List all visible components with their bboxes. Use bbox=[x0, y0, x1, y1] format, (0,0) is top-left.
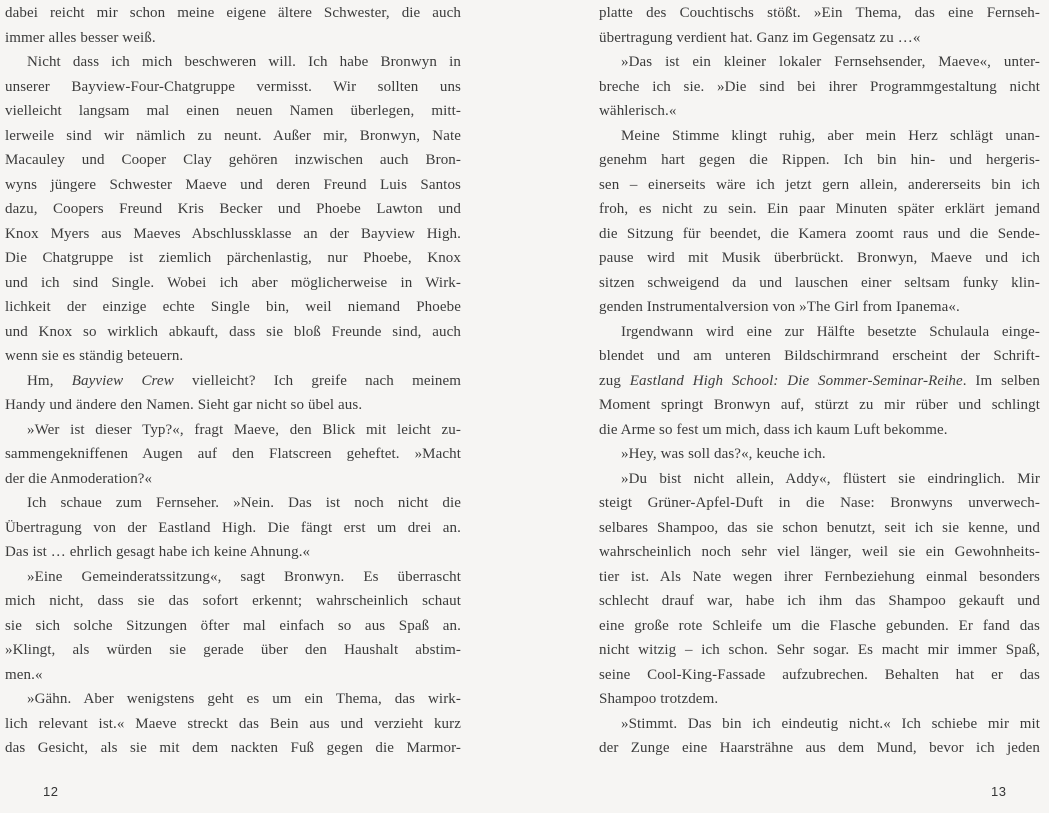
text-line: froh, es nicht zu sein. Ein paar Minuten später erklärt jemand bbox=[599, 201, 1040, 217]
text-line: und ich sind Single. Wobei ich aber möglicherweise in Wirk- bbox=[5, 274, 461, 291]
text-line: platte des Couchtischs stößt. »Ein Thema, das eine Fernseh- bbox=[599, 5, 1040, 21]
text-line: übertragung verdient hat. Ganz im Gegensatz zu …« bbox=[599, 29, 921, 46]
text-line: Ich schaue zum Fernseher. »Nein. Das ist noch nicht die bbox=[27, 495, 461, 511]
text-line: breche ich sie. »Die sind bei ihrer Programmgestaltung nicht bbox=[599, 78, 1040, 95]
text-line: steigt Grüner-Apfel-Duft in die Nase: Bronwyns unverwech- bbox=[599, 495, 1040, 511]
text-line: sie sich solche Sitzungen öfter mal einfach so aus Spaß an. bbox=[5, 617, 461, 634]
text-line: »Gähn. Aber wenigstens geht es um ein Thema, das wirk- bbox=[27, 691, 461, 707]
text-line: »Wer ist dieser Typ?«, fragt Maeve, den Blick mit leicht zu- bbox=[27, 421, 461, 438]
text-line: Moment springt Bronwyn auf, stürzt zu mir rüber und schlingt bbox=[599, 397, 1040, 413]
text-line: »Klingt, als würden sie gerade über den Haushalt abstim- bbox=[5, 642, 461, 658]
text-line: die Sitzung für beendet, die Kamera zoomt raus und die Sende- bbox=[599, 225, 1040, 242]
text-line: vielleicht langsam mal einen neuen Namen überlegen, mitt- bbox=[5, 103, 461, 119]
text-line: »Das ist ein kleiner lokaler Fernsehsender, Maeve«, unter- bbox=[621, 54, 1040, 70]
text-line: Handy und ändere den Namen. Sieht gar nicht so übel aus. bbox=[5, 397, 363, 413]
text-line: Das ist … ehrlich gesagt habe ich keine Ahnung.« bbox=[5, 544, 311, 560]
text-column bbox=[5, 1, 461, 761]
text-line: der die Anmoderation?« bbox=[5, 470, 153, 487]
text-line: wenn sie es ständig beteuern. bbox=[5, 348, 184, 364]
text-line: wyns jüngere Schwester Maeve und deren Freund Luis Santos bbox=[5, 176, 461, 193]
text-line: Irgendwann wird eine zur Hälfte besetzte Schulaula einge- bbox=[621, 323, 1040, 340]
text-line: lerweile sind wir nämlich zu neunt. Außer mir, Bronwyn, Nate bbox=[5, 127, 461, 144]
text-line: zug Eastland High School: Die Sommer-Seminar-Reihe. Im selben bbox=[599, 372, 1040, 389]
page-number: 13 bbox=[991, 784, 1007, 799]
text-line: Knox Myers aus Maeves Abschlussklasse an der Bayview High. bbox=[5, 225, 461, 242]
text-line: lichkeit der einzige echte Single bin, weil niemand Phoebe bbox=[5, 299, 461, 315]
text-line: Shampoo trotzdem. bbox=[599, 691, 719, 707]
text-line: genehm hart gegen die Rippen. Ich bin hin- und hergeris- bbox=[599, 152, 1040, 168]
italic-text: Eastland High School: Die Sommer-Seminar-Reihe bbox=[629, 372, 963, 389]
text-line: blendet und am unteren Bildschirmrand erscheint der Schrift- bbox=[599, 348, 1040, 364]
text-line: »Stimmt. Das bin ich eindeutig nicht.« Ich schiebe mir mit bbox=[621, 715, 1040, 732]
text-line: das Gesicht, als sie mit dem nackten Fuß gegen die Marmor- bbox=[5, 740, 461, 756]
text-line: Meine Stimme klingt ruhig, aber mein Herz schlägt unan- bbox=[621, 127, 1040, 144]
text-line: unserer Bayview-Four-Chatgruppe vermisst. Wir sollten uns bbox=[5, 78, 461, 95]
text-line: men.« bbox=[5, 666, 43, 683]
text-line: Übertragung von der Eastland High. Die fängt erst um drei an. bbox=[5, 519, 461, 536]
text-line: sammengekniffenen Augen auf den Flatscreen geheftet. »Macht bbox=[5, 446, 461, 462]
text-line: schlecht drauf war, habe ich ihm das Shampoo gekauft und bbox=[599, 593, 1040, 609]
text-line: selbares Shampoo, das sie schon benutzt, seit ich sie kenne, und bbox=[599, 519, 1040, 536]
text-column bbox=[599, 1, 1040, 761]
text-line: Hm, Bayview Crew vielleicht? Ich greife nach meinem bbox=[27, 372, 461, 389]
page-number: 12 bbox=[43, 784, 59, 799]
text-line: die Arme so fest um mich, dass ich kaum Luft bekomme. bbox=[599, 421, 948, 438]
text-line: sitzen schweigend da und lauschen einer seltsam funky klin- bbox=[599, 274, 1040, 291]
text-line: der Zunge eine Haarsträhne aus dem Mund, bevor ich jeden bbox=[599, 740, 1040, 756]
text-line: eine große rote Schleife um die Flasche gebunden. Er fand das bbox=[599, 617, 1040, 634]
text-line: genden Instrumentalversion von »The Girl from Ipanema«. bbox=[599, 299, 960, 315]
text-line: wählerisch.« bbox=[599, 103, 677, 119]
text-line: lich relevant ist.« Maeve streckt das Bein aus und verzieht kurz bbox=[5, 715, 461, 732]
text-line: »Eine Gemeinderatssitzung«, sagt Bronwyn. Es überrascht bbox=[27, 568, 461, 585]
text-line: Macauley und Cooper Clay gehören inzwischen auch Bron- bbox=[5, 152, 461, 168]
text-line: immer alles besser weiß. bbox=[5, 29, 156, 46]
text-line: mich nicht, dass sie das sofort erkennt; wahrscheinlich schaut bbox=[5, 593, 461, 609]
text-line: dabei reicht mir schon meine eigene ältere Schwester, die auch bbox=[5, 5, 461, 21]
right-page bbox=[599, 0, 1040, 813]
text-line: Nicht dass ich mich beschweren will. Ich habe Bronwyn in bbox=[27, 54, 461, 70]
text-line: pause wird mit Musik überbrückt. Bronwyn, Maeve und ich bbox=[599, 250, 1040, 266]
text-line: dazu, Coopers Freund Kris Becker und Phoebe Lawton und bbox=[5, 201, 461, 217]
italic-text: Bayview Crew bbox=[71, 372, 174, 389]
text-line: »Hey, was soll das?«, keuche ich. bbox=[621, 446, 826, 462]
text-line: wahrscheinlich noch sehr viel länger, weil sie ein Gewohnheits- bbox=[599, 544, 1040, 560]
text-line: Die Chatgruppe ist ziemlich pärchenlastig, nur Phoebe, Knox bbox=[5, 250, 461, 266]
text-line: »Du bist nicht allein, Addy«, flüstert sie eindringlich. Mir bbox=[621, 470, 1040, 487]
text-line: seine Cool-King-Fassade aufzubrechen. Behalten hat er das bbox=[599, 666, 1040, 683]
left-page bbox=[5, 0, 461, 813]
text-line: tier ist. Als Nate wegen ihrer Fernbeziehung einmal besonders bbox=[599, 568, 1040, 585]
text-line: nicht witzig – ich schon. Sehr sogar. Es macht mir immer Spaß, bbox=[599, 642, 1040, 658]
text-line: und Knox so wirklich abkauft, dass sie bloß Freunde sind, auch bbox=[5, 323, 461, 340]
text-line: sen – einerseits wäre ich jetzt gern allein, andererseits bin ich bbox=[599, 176, 1040, 193]
